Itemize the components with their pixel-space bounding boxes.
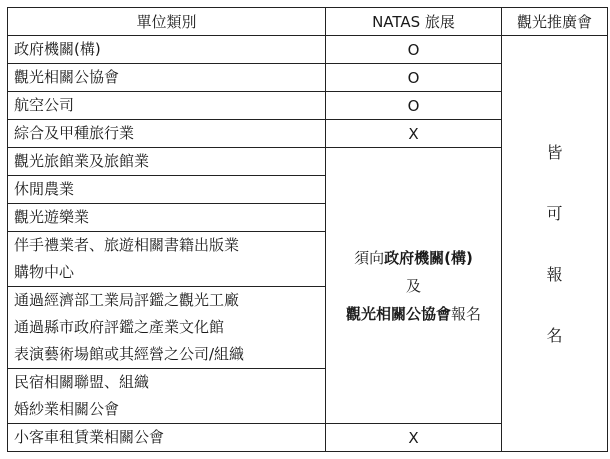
- note-suffix: 報名: [451, 304, 482, 323]
- note-line-3: [326, 300, 501, 328]
- promo-char: 名: [546, 325, 563, 345]
- note-gov: 政府機關(構): [384, 248, 473, 267]
- row-label-line: 伴手禮業者、旅遊相關書籍出版業: [14, 236, 240, 254]
- row-label: 休閒農業: [8, 176, 326, 204]
- row-label: 政府機關(構): [8, 36, 326, 64]
- natas-mark: X: [326, 424, 502, 452]
- table-row: [8, 36, 608, 64]
- row-label-line: 通過縣市政府評鑑之產業文化館: [14, 318, 225, 336]
- promo-char: 報: [546, 264, 563, 284]
- natas-mark: X: [326, 120, 502, 148]
- header-natas: NATAS 旅展: [326, 8, 502, 36]
- row-label: [8, 287, 326, 369]
- row-label: [8, 232, 326, 287]
- note-line-1: [326, 244, 501, 272]
- promo-char: 可: [546, 203, 563, 223]
- row-label: 綜合及甲種旅行業: [8, 120, 326, 148]
- natas-mark: O: [326, 64, 502, 92]
- note-assoc: 觀光相關公協會: [345, 304, 451, 323]
- row-label: 觀光相關公協會: [8, 64, 326, 92]
- header-row: [8, 8, 608, 36]
- note-and: 及: [405, 276, 421, 295]
- row-label-line: 通過經濟部工業局評鑑之觀光工廠: [14, 291, 240, 309]
- row-label: 觀光遊樂業: [8, 204, 326, 232]
- header-promo: 觀光推廣會: [502, 8, 608, 36]
- promo-char: 皆: [546, 142, 563, 162]
- natas-mark: O: [326, 36, 502, 64]
- header-unit-type: 單位類別: [8, 8, 326, 36]
- merged-registration-note: [326, 148, 502, 424]
- row-label-line: 婚紗業相關公會: [14, 400, 120, 418]
- row-label-line: 購物中心: [14, 263, 75, 281]
- row-label: 小客車租賃業相關公會: [8, 424, 326, 452]
- note-prefix: 須向: [354, 248, 385, 267]
- row-label: 觀光旅館業及旅館業: [8, 148, 326, 176]
- participation-table: [7, 7, 608, 452]
- row-label-line: 表演藝術場館或其經營之公司/組織: [14, 345, 245, 363]
- row-label-line: 民宿相關聯盟、組織: [14, 373, 150, 391]
- promo-all-cell: [502, 36, 608, 452]
- row-label: [8, 369, 326, 424]
- row-label: 航空公司: [8, 92, 326, 120]
- natas-mark: O: [326, 92, 502, 120]
